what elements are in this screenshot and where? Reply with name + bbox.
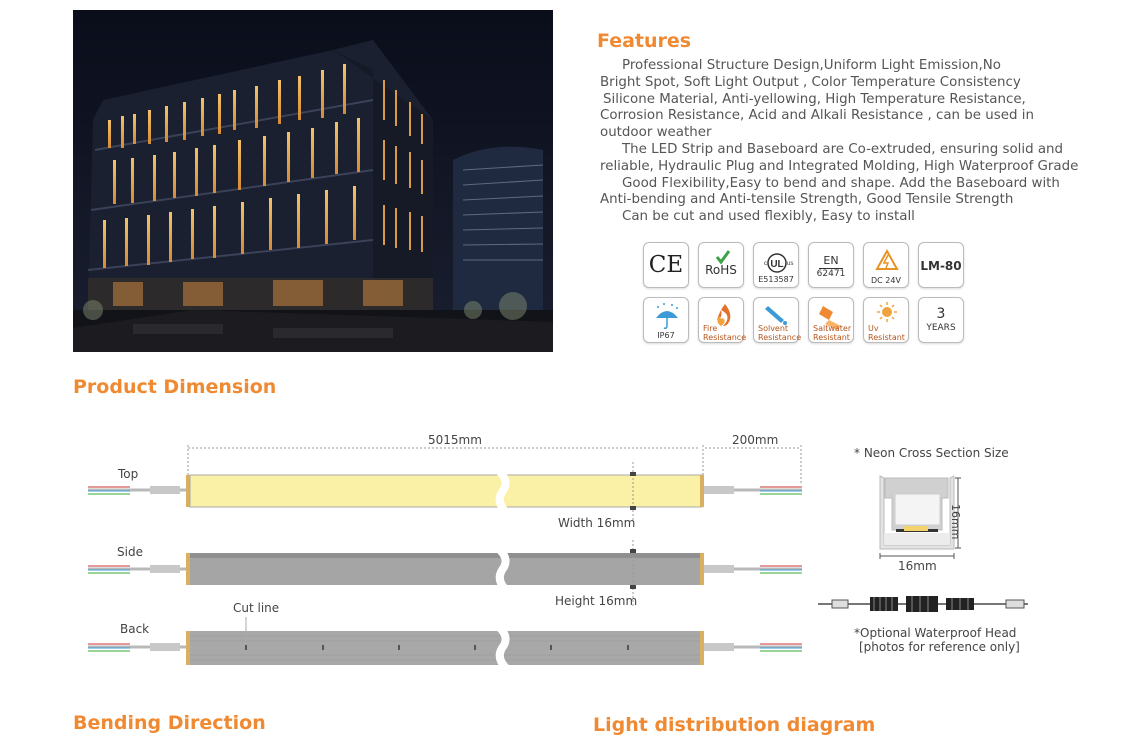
waterproof-note: *Optional Waterproof Head bbox=[854, 626, 1017, 640]
feature-line: reliable, Hydraulic Plug and Integrated Molding, High Waterproof Grade bbox=[600, 158, 1079, 174]
dc-label: DC 24V bbox=[871, 276, 901, 285]
fire-label-1: Fire bbox=[703, 324, 718, 333]
cross-section-title: * Neon Cross Section Size bbox=[854, 446, 1009, 460]
feature-line: Good Flexibility,Easy to bend and shape. Add the Baseboard with bbox=[622, 175, 1060, 191]
warranty-unit: YEARS bbox=[926, 323, 956, 333]
ce-mark-icon: CE bbox=[648, 252, 684, 278]
cross-section-height: 16mm bbox=[949, 504, 962, 540]
feature-line: Can be cut and used flexibly, Easy to install bbox=[622, 209, 915, 225]
solvent-label-2: Resistance bbox=[758, 333, 802, 342]
height-dimension: Height 16mm bbox=[555, 594, 638, 608]
back-view-label: Back bbox=[120, 622, 150, 636]
cable-dimension: 200mm bbox=[732, 433, 779, 447]
feature-line: Corrosion Resistance, Acid and Alkali Resistance , can be used in bbox=[600, 108, 1034, 124]
bending-direction-title: Bending Direction bbox=[73, 712, 266, 734]
uv-label-2: Resistant bbox=[868, 333, 905, 342]
light-distribution-title: Light distribution diagram bbox=[593, 714, 876, 736]
feature-line: Anti-bending and Anti-tensile Strength, Good Tensile Strength bbox=[600, 192, 1014, 208]
feature-line: Silicone Material, Anti-yellowing, High Temperature Resistance, bbox=[603, 91, 1026, 107]
ip67-label: IP67 bbox=[657, 331, 675, 340]
lm80-label: LM-80 bbox=[920, 259, 962, 273]
width-dimension: Width 16mm bbox=[558, 516, 636, 530]
feature-line: The LED Strip and Baseboard are Co-extruded, ensuring solid and bbox=[622, 141, 1064, 157]
top-view-label: Top bbox=[118, 467, 139, 481]
feature-line: outdoor weather bbox=[600, 125, 712, 141]
cut-line-label: Cut line bbox=[233, 601, 280, 615]
top-view-strip bbox=[88, 462, 802, 520]
length-dimension: 5015mm bbox=[428, 433, 482, 447]
back-view-strip bbox=[88, 617, 802, 668]
feature-line: Professional Structure Design,Uniform Light Emission,No bbox=[622, 58, 1001, 73]
feature-line: Bright Spot, Soft Light Output , Color Temperature Consistency bbox=[600, 74, 1021, 90]
solvent-label-1: Solvent bbox=[758, 324, 789, 333]
saltwater-label-2: Resistant bbox=[813, 333, 850, 342]
product-dimension-title: Product Dimension bbox=[73, 376, 277, 398]
warranty-number: 3 bbox=[936, 306, 946, 322]
en-number: 62471 bbox=[816, 269, 846, 279]
features-title: Features bbox=[597, 30, 692, 52]
side-view-label: Side bbox=[117, 545, 143, 559]
rohs-label: RoHS bbox=[705, 263, 737, 277]
svg-text:UL: UL bbox=[770, 259, 784, 270]
saltwater-label-1: Saltwater bbox=[813, 324, 852, 333]
svg-text:c: c bbox=[764, 261, 767, 267]
cross-section-width: 16mm bbox=[898, 559, 937, 573]
ul-code: E513587 bbox=[758, 275, 794, 284]
fire-label-2: Resistance bbox=[703, 333, 747, 342]
uv-label-1: Uv bbox=[868, 324, 879, 333]
waterproof-head-connector bbox=[818, 596, 1028, 612]
en-label: EN bbox=[823, 254, 839, 267]
side-view-strip bbox=[88, 540, 802, 606]
svg-text:us: us bbox=[787, 261, 794, 267]
waterproof-note-2: [photos for reference only] bbox=[859, 640, 1020, 654]
